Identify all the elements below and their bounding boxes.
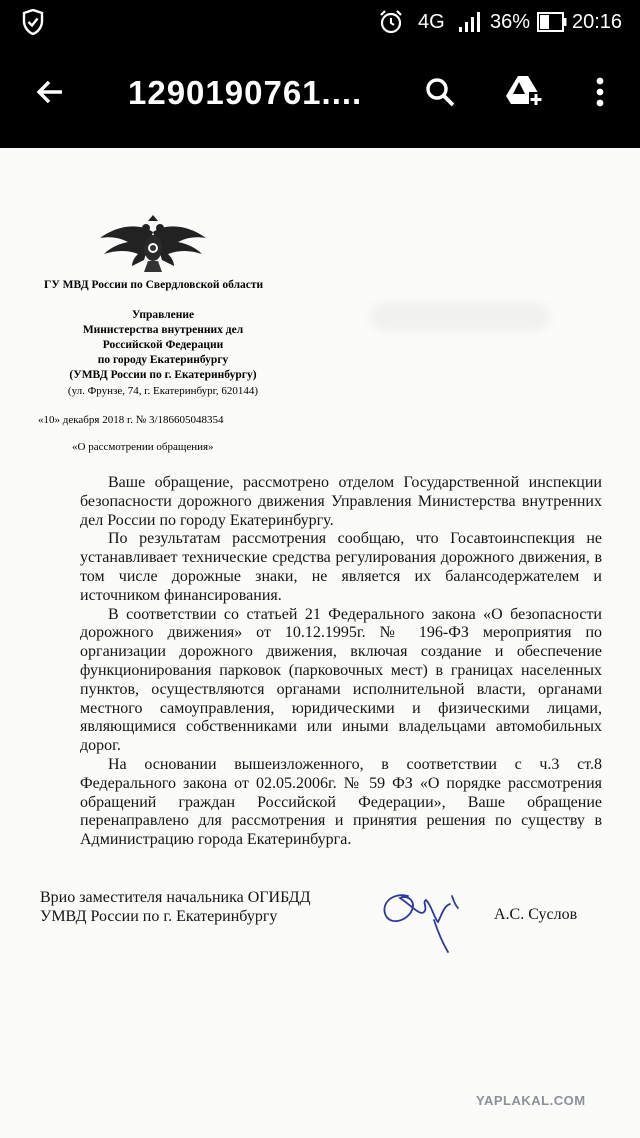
back-arrow-icon: [34, 76, 66, 113]
dept-line: Российской Федерации: [102, 339, 224, 351]
paragraph: На основании вышеизложенного, в соответствии с ч.3 ст.8 Федерального закона от 02.05.2006г. № 59 ФЗ «О порядке рассмотрения обращений граждан Российской Федерации», Ваше обращение перенаправлено для рассмотрения и принятия решения по существу в Администрацию города Екатеринбурга.: [80, 755, 602, 849]
alarm-icon: [378, 9, 404, 40]
add-to-drive-button[interactable]: [500, 70, 548, 118]
signatory-name: А.С. Суслов: [494, 906, 578, 923]
status-bar: [0, 0, 640, 44]
letter-body: [80, 474, 602, 850]
network-type-label: 4G: [418, 11, 445, 33]
org-header: ГУ МВД России по Свердловской области: [44, 279, 264, 291]
paragraph: Ваше обращение, рассмотрено отделом Государственной инспекции безопасности дорожного движения Управления Министерства внутренних дел России по городу Екатеринбургу.: [80, 474, 602, 529]
signal-icon: [458, 11, 482, 38]
site-watermark: YAPLAKAL.COM: [476, 1093, 586, 1108]
search-icon: [424, 76, 456, 113]
signature-title-line: Врио заместителя начальника ОГИБДД: [40, 889, 311, 906]
subject-line: «О рассмотрении обращения»: [72, 441, 214, 453]
add-to-drive-icon: [504, 74, 544, 115]
double-headed-eagle-emblem: [98, 214, 208, 281]
dept-line: Управление: [131, 309, 195, 321]
redacted-recipient: [370, 303, 550, 331]
handwritten-signature: [378, 876, 468, 961]
dept-line: по городу Екатеринбургу: [97, 354, 229, 366]
document-title: 1290190761....: [128, 74, 363, 111]
more-vert-icon: [595, 76, 605, 113]
battery-icon: [537, 11, 567, 38]
paragraph: В соответствии со статьей 21 Федерального закона «О безопасности дорожного движения» от 10.12.1995г. № 196-ФЗ мероприятия по организации дорожного движения, включая создание и обеспечение функционирования парковок (парковочных мест) в границах населенных пунктов, осуществляются органами исполнительной власти, органами местного самоуправления, юридическими и физическими лицами, являющимися собственниками или иными владельцами автомобильных дорог.: [80, 605, 602, 755]
signature-title: [40, 888, 311, 926]
dept-line: (УМВД России по г. Екатеринбургу): [69, 369, 257, 381]
document-page[interactable]: [0, 148, 640, 1138]
department-address: (ул. Фрунзе, 74, г. Екатеринбург, 620144): [67, 385, 259, 397]
app-bar: [0, 44, 640, 148]
paragraph: По результатам рассмотрения сообщаю, что Госавтоинспекция не устанавливает технические средства регулирования дорожного движения, в том числе дорожные знаки, не является их балансодержателем и источником финансирования.: [80, 530, 602, 604]
clock: 20:16: [572, 11, 623, 33]
shield-check-icon: [22, 9, 44, 40]
battery-percent: 36%: [490, 11, 531, 33]
date-number-line: «10» декабря 2018 г. № 3/186605048354: [38, 414, 224, 426]
signature-title-line: УМВД России по г. Екатеринбургу: [40, 908, 278, 925]
back-button[interactable]: [26, 70, 74, 118]
department-block: [40, 308, 286, 383]
more-options-button[interactable]: [576, 70, 624, 118]
dept-line: Министерства внутренних дел: [82, 324, 244, 336]
search-button[interactable]: [416, 70, 464, 118]
